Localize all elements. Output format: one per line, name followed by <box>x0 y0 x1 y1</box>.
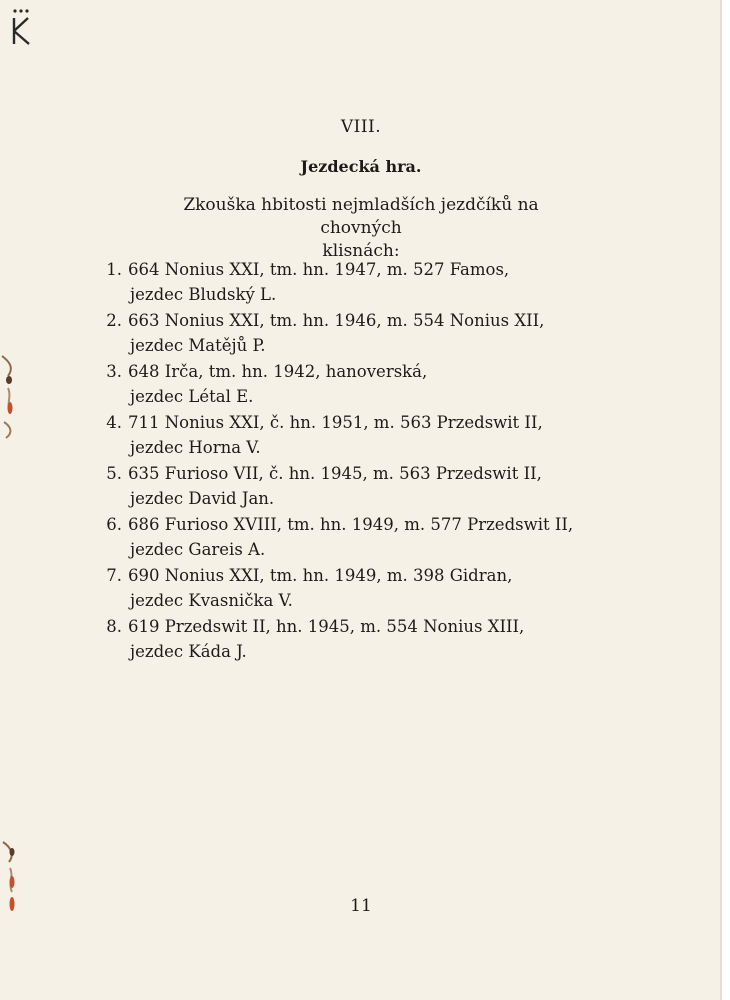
entry-horse: 663 Nonius XXI, tm. hn. 1946, m. 554 Nonius XII, <box>128 311 545 330</box>
entry-horse: 635 Furioso VII, č. hn. 1945, m. 563 Przedswit II, <box>128 464 542 483</box>
entry-number: 5. <box>106 464 122 483</box>
section-number: VIII. <box>340 117 382 137</box>
entry-number: 8. <box>106 617 122 636</box>
entry-number: 2. <box>106 311 122 330</box>
entry-rider: jezdec Horna V. <box>130 438 261 457</box>
intro-paragraph <box>140 194 582 263</box>
intro-line: klisnách: <box>322 241 400 261</box>
library-k-icon <box>10 6 34 48</box>
entry-rider: jezdec Gareis A. <box>130 540 266 559</box>
entry-list <box>92 257 592 665</box>
entry-number: 3. <box>106 362 122 381</box>
intro-line: Zkouška hbitosti nejmladších jezdčíků na chovných <box>183 195 539 238</box>
list-item <box>92 614 592 665</box>
entry-horse: 648 Irča, tm. hn. 1942, hanoverská, <box>128 362 428 381</box>
entry-horse: 686 Furioso XVIII, tm. hn. 1949, m. 577 Przedswit II, <box>128 515 574 534</box>
entry-horse: 690 Nonius XXI, tm. hn. 1949, m. 398 Gidran, <box>128 566 513 585</box>
entry-number: 6. <box>106 515 122 534</box>
list-item <box>92 563 592 614</box>
list-item <box>92 308 592 359</box>
entry-rider: jezdec Bludský L. <box>130 285 277 304</box>
list-item <box>92 257 592 308</box>
section-title: Jezdecká hra. <box>300 157 422 176</box>
page-edge <box>722 0 730 1000</box>
list-item <box>92 410 592 461</box>
entry-horse: 711 Nonius XXI, č. hn. 1951, m. 563 Przedswit II, <box>128 413 543 432</box>
entry-number: 7. <box>106 566 122 585</box>
list-item <box>92 512 592 563</box>
entry-number: 4. <box>106 413 122 432</box>
page-number: 11 <box>350 896 372 916</box>
list-item <box>92 359 592 410</box>
entry-horse: 664 Nonius XXI, tm. hn. 1947, m. 527 Famos, <box>128 260 510 279</box>
entry-rider: jezdec Matějů P. <box>130 336 266 355</box>
binding-stitch-icon <box>0 352 22 442</box>
list-item <box>92 461 592 512</box>
entry-rider: jezdec Káda J. <box>130 642 247 661</box>
entry-rider: jezdec Létal E. <box>130 387 254 406</box>
entry-rider: jezdec Kvasnička V. <box>130 591 293 610</box>
entry-number: 1. <box>106 260 122 279</box>
entry-rider: jezdec David Jan. <box>130 489 275 508</box>
entry-horse: 619 Przedswit II, hn. 1945, m. 554 Nonius XIII, <box>128 617 525 636</box>
